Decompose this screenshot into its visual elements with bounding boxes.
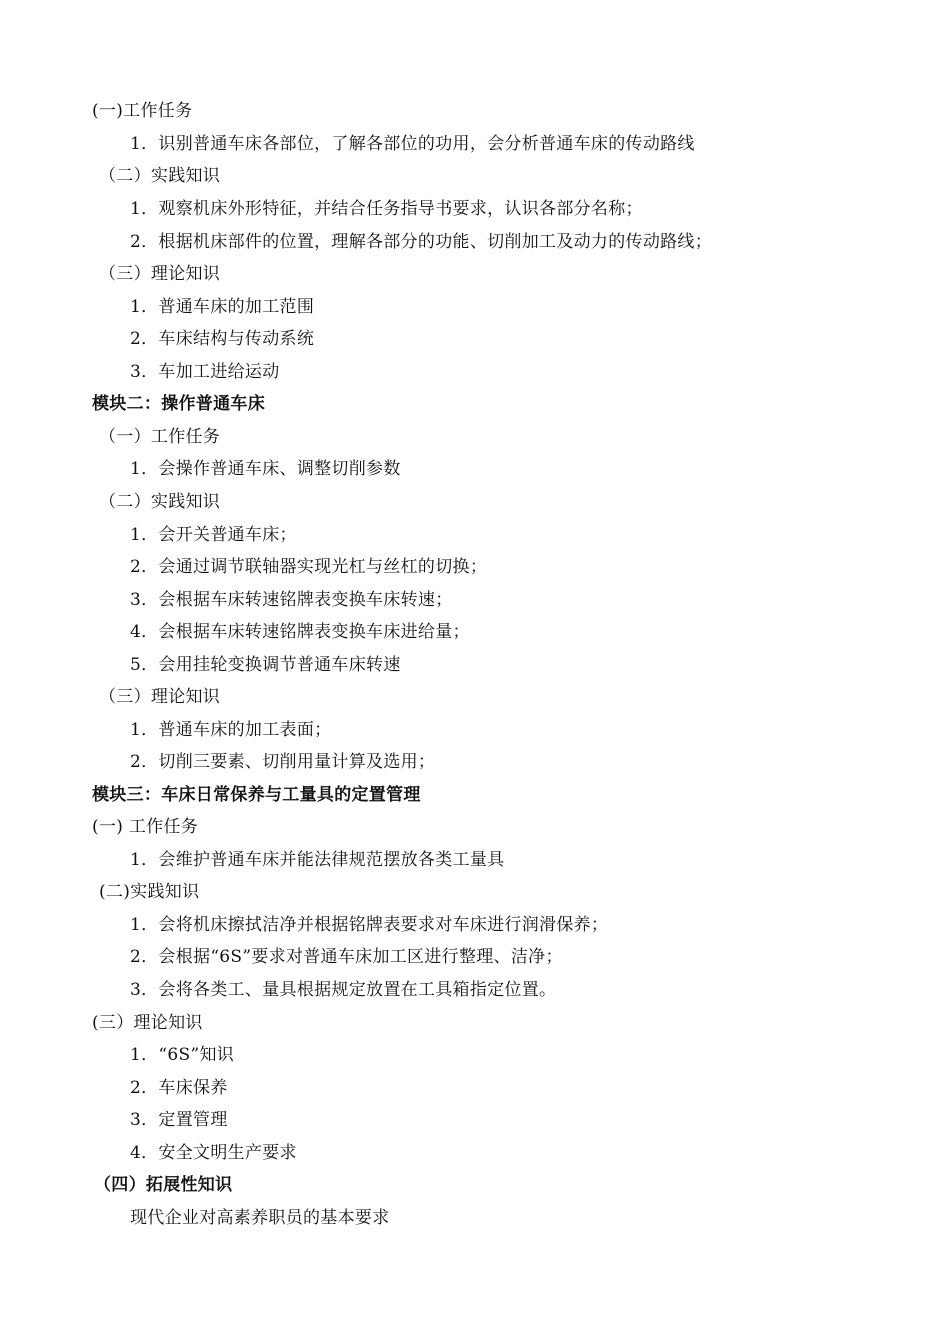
list-item: 2．根据机床部件的位置，理解各部分的功能、切削加工及动力的传动路线；	[130, 232, 713, 252]
list-item: 1．观察机床外形特征，并结合任务指导书要求，认识各部分名称；	[130, 199, 643, 219]
list-item: 2．车床结构与传动系统	[130, 329, 315, 349]
paragraph: 现代企业对高素养职员的基本要求	[130, 1208, 390, 1228]
list-item: 1．会维护普通车床并能法律规范摆放各类工量具	[130, 850, 505, 870]
section-heading-theory: （三）理论知识	[99, 687, 221, 707]
list-item: 3．会将各类工、量具根据规定放置在工具箱指定位置。	[130, 980, 557, 1000]
list-item: 1．会将机床擦拭洁净并根据铭牌表要求对车床进行润滑保养；	[130, 915, 609, 935]
section-heading-practice: (二)实践知识	[99, 882, 200, 902]
list-item: 1．普通车床的加工范围	[130, 297, 315, 317]
section-heading-extended: （四）拓展性知识	[94, 1175, 233, 1195]
module-heading-2: 模块二：操作普通车床	[92, 394, 265, 414]
list-item: 1．普通车床的加工表面；	[130, 720, 332, 740]
list-item: 5．会用挂轮变换调节普通车床转速	[130, 655, 401, 675]
list-item: 3．定置管理	[130, 1110, 228, 1130]
section-heading-practice: （二）实践知识	[99, 492, 221, 512]
list-item: 4．安全文明生产要求	[130, 1143, 297, 1163]
module-heading-3: 模块三：车床日常保养与工量具的定置管理	[92, 785, 421, 805]
section-heading-work-task: （一）工作任务	[99, 427, 221, 447]
section-heading-work-task: (一) 工作任务	[92, 817, 199, 837]
section-heading-theory: （三）理论知识	[99, 264, 221, 284]
list-item: 2．切削三要素、切削用量计算及选用；	[130, 752, 436, 772]
list-item: 1．“6S”知识	[130, 1045, 235, 1065]
list-item: 1．会操作普通车床、调整切削参数	[130, 459, 401, 479]
list-item: 3．车加工进给运动	[130, 362, 280, 382]
list-item: 2．会通过调节联轴器实现光杠与丝杠的切换；	[130, 557, 488, 577]
section-heading-work-task: (一)工作任务	[92, 101, 193, 121]
list-item: 4．会根据车床转速铭牌表变换车床进给量；	[130, 622, 470, 642]
section-heading-theory: (三）理论知识	[92, 1013, 203, 1033]
list-item: 2．会根据“6S”要求对普通车床加工区进行整理、洁净；	[130, 947, 563, 967]
list-item: 2．车床保养	[130, 1078, 228, 1098]
list-item: 3．会根据车床转速铭牌表变换车床转速；	[130, 590, 453, 610]
list-item: 1．识别普通车床各部位，了解各部位的功用，会分析普通车床的传动路线	[130, 134, 695, 154]
section-heading-practice: （二）实践知识	[99, 166, 221, 186]
list-item: 1．会开关普通车床；	[130, 525, 297, 545]
